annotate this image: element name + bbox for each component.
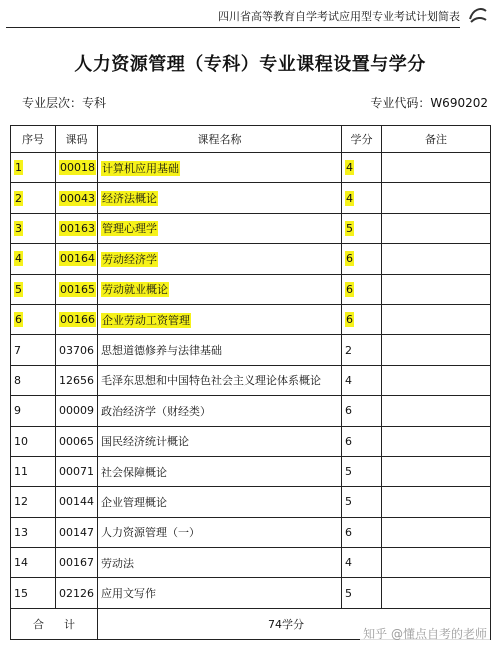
- row-number-cell: [11, 426, 56, 456]
- course-credit-cell: [342, 548, 382, 578]
- course-credit: 6: [346, 252, 353, 266]
- course-name: 企业劳动工资管理: [102, 313, 190, 327]
- course-note-cell: [382, 548, 491, 578]
- course-name: 劳动经济学: [102, 252, 157, 266]
- major-code: 专业代码：W690202: [370, 96, 488, 110]
- column-header-credit: 学分: [342, 126, 382, 153]
- course-name-cell: [98, 153, 342, 183]
- emblem-icon: [466, 5, 490, 27]
- course-name: 应用文写作: [101, 587, 156, 601]
- course-credit: 5: [345, 586, 352, 600]
- course-note-cell: [382, 153, 491, 183]
- row-number-cell: [11, 335, 56, 365]
- course-code: 12656: [59, 373, 94, 387]
- row-number-cell: [11, 304, 56, 334]
- course-credit-cell: [342, 487, 382, 517]
- row-number: 15: [14, 586, 28, 600]
- table-row: [11, 183, 491, 213]
- course-credit: 4: [346, 161, 353, 175]
- course-note-cell: [382, 244, 491, 274]
- course-code-cell: [56, 456, 98, 486]
- table-row: [11, 578, 491, 608]
- row-number: 6: [15, 313, 22, 327]
- course-name-cell: [98, 304, 342, 334]
- course-credit-cell: [342, 517, 382, 547]
- course-credit-cell: [342, 396, 382, 426]
- course-name: 企业管理概论: [101, 495, 167, 509]
- column-header-note: 备注: [382, 126, 491, 153]
- course-name-cell: [98, 274, 342, 304]
- course-name-cell: [98, 244, 342, 274]
- column-header-code: 课码: [56, 126, 98, 153]
- row-number-cell: [11, 456, 56, 486]
- course-credit: 6: [346, 313, 353, 327]
- course-name-cell: [98, 396, 342, 426]
- total-credits: 74学分: [98, 608, 491, 639]
- course-code-cell: [56, 487, 98, 517]
- course-code-cell: [56, 517, 98, 547]
- row-number-cell: [11, 183, 56, 213]
- total-label: 合计: [11, 608, 98, 639]
- row-number-cell: [11, 517, 56, 547]
- row-number: 13: [14, 525, 28, 539]
- course-code: 00165: [60, 282, 95, 296]
- course-credit-cell: [342, 365, 382, 395]
- table-row: [11, 304, 491, 334]
- course-credit-cell: [342, 335, 382, 365]
- course-code-cell: [56, 153, 98, 183]
- course-credit-cell: [342, 456, 382, 486]
- table-row: [11, 426, 491, 456]
- course-code-cell: [56, 183, 98, 213]
- course-credit-cell: [342, 426, 382, 456]
- course-name-cell: [98, 578, 342, 608]
- course-code-cell: [56, 365, 98, 395]
- table-row: [11, 153, 491, 183]
- course-name-cell: [98, 335, 342, 365]
- course-credit: 5: [345, 465, 352, 479]
- course-credit-cell: [342, 578, 382, 608]
- column-header-name: 课程名称: [98, 126, 342, 153]
- course-credit-cell: [342, 183, 382, 213]
- row-number-cell: [11, 365, 56, 395]
- course-name: 毛泽东思想和中国特色社会主义理论体系概论: [101, 374, 321, 388]
- course-code: 02126: [59, 586, 94, 600]
- course-name-cell: [98, 456, 342, 486]
- document-series-title: 四川省高等教育自学考试应用型专业考试计划简表: [218, 10, 460, 23]
- table-row: [11, 244, 491, 274]
- course-code: 03706: [59, 343, 94, 357]
- course-note-cell: [382, 578, 491, 608]
- course-code-cell: [56, 213, 98, 243]
- course-table: [10, 125, 491, 640]
- row-number-cell: [11, 244, 56, 274]
- major-level: 专业层次：专科: [22, 96, 107, 110]
- row-number-cell: [11, 274, 56, 304]
- row-number: 2: [15, 191, 22, 205]
- course-code: 00043: [60, 191, 95, 205]
- course-code-cell: [56, 426, 98, 456]
- row-number: 1: [15, 161, 22, 175]
- row-number: 9: [14, 404, 21, 418]
- table-row: [11, 456, 491, 486]
- row-number: 11: [14, 465, 28, 479]
- course-credit-cell: [342, 213, 382, 243]
- course-note-cell: [382, 304, 491, 334]
- course-name: 管理心理学: [102, 222, 157, 236]
- course-code: 00144: [59, 495, 94, 509]
- table-row: [11, 548, 491, 578]
- course-note-cell: [382, 335, 491, 365]
- course-name-cell: [98, 517, 342, 547]
- course-credit: 4: [346, 191, 353, 205]
- course-name-cell: [98, 183, 342, 213]
- course-code-cell: [56, 578, 98, 608]
- course-code: 00163: [60, 221, 95, 235]
- header-rule: [6, 27, 460, 28]
- course-note-cell: [382, 456, 491, 486]
- course-name-cell: [98, 213, 342, 243]
- course-credit-cell: [342, 153, 382, 183]
- course-note-cell: [382, 365, 491, 395]
- row-number: 8: [14, 373, 21, 387]
- table-row: [11, 213, 491, 243]
- course-code: 00018: [60, 161, 95, 175]
- course-code: 00009: [59, 404, 94, 418]
- course-code: 00147: [59, 525, 94, 539]
- course-name: 劳动就业概论: [102, 283, 168, 297]
- course-name: 政治经济学（财经类）: [101, 404, 211, 418]
- course-credit-cell: [342, 274, 382, 304]
- course-name: 人力资源管理（一）: [101, 526, 200, 540]
- course-name: 思想道德修养与法律基础: [101, 344, 222, 358]
- course-code: 00167: [59, 556, 94, 570]
- course-credit: 5: [346, 221, 353, 235]
- course-code-cell: [56, 244, 98, 274]
- row-number-cell: [11, 578, 56, 608]
- course-credit: 5: [345, 495, 352, 509]
- row-number: 10: [14, 434, 28, 448]
- course-code: 00166: [60, 313, 95, 327]
- course-code-cell: [56, 335, 98, 365]
- table-row: [11, 517, 491, 547]
- row-number: 5: [15, 282, 22, 296]
- page-header: [0, 0, 500, 32]
- table-row: [11, 274, 491, 304]
- table-row: [11, 396, 491, 426]
- row-number: 12: [14, 495, 28, 509]
- course-name-cell: [98, 365, 342, 395]
- course-credit: 4: [345, 373, 352, 387]
- column-header-no: 序号: [11, 126, 56, 153]
- row-number: 3: [15, 221, 22, 235]
- course-code-cell: [56, 304, 98, 334]
- course-credit: 6: [345, 525, 352, 539]
- table-row: [11, 335, 491, 365]
- course-code: 00065: [59, 434, 94, 448]
- course-code-cell: [56, 274, 98, 304]
- course-name-cell: [98, 487, 342, 517]
- row-number-cell: [11, 548, 56, 578]
- course-credit: 6: [345, 404, 352, 418]
- course-code: 00071: [59, 465, 94, 479]
- course-name-cell: [98, 548, 342, 578]
- course-table-body: [11, 153, 491, 609]
- course-code: 00164: [60, 252, 95, 266]
- course-name: 经济法概论: [102, 192, 157, 206]
- course-credit-cell: [342, 304, 382, 334]
- row-number-cell: [11, 153, 56, 183]
- course-note-cell: [382, 487, 491, 517]
- course-credit: 6: [345, 434, 352, 448]
- course-name: 劳动法: [101, 556, 134, 570]
- table-row: [11, 365, 491, 395]
- page-title: 人力资源管理（专科）专业课程设置与学分: [74, 54, 426, 75]
- row-number: 7: [14, 343, 21, 357]
- row-number-cell: [11, 487, 56, 517]
- watermark: 知乎 @懂点自考的老师: [360, 624, 490, 643]
- course-credit: 6: [346, 282, 353, 296]
- course-credit-cell: [342, 244, 382, 274]
- table-row: [11, 487, 491, 517]
- course-note-cell: [382, 426, 491, 456]
- course-note-cell: [382, 213, 491, 243]
- course-code-cell: [56, 396, 98, 426]
- row-number: 14: [14, 556, 28, 570]
- course-note-cell: [382, 396, 491, 426]
- course-code-cell: [56, 548, 98, 578]
- row-number: 4: [15, 252, 22, 266]
- course-name: 国民经济统计概论: [101, 435, 189, 449]
- course-note-cell: [382, 274, 491, 304]
- course-name: 社会保障概论: [101, 465, 167, 479]
- course-note-cell: [382, 183, 491, 213]
- course-credit: 4: [345, 556, 352, 570]
- row-number-cell: [11, 396, 56, 426]
- table-header-row: [11, 126, 491, 153]
- course-note-cell: [382, 517, 491, 547]
- row-number-cell: [11, 213, 56, 243]
- course-name: 计算机应用基础: [102, 161, 179, 175]
- course-credit: 2: [345, 343, 352, 357]
- course-name-cell: [98, 426, 342, 456]
